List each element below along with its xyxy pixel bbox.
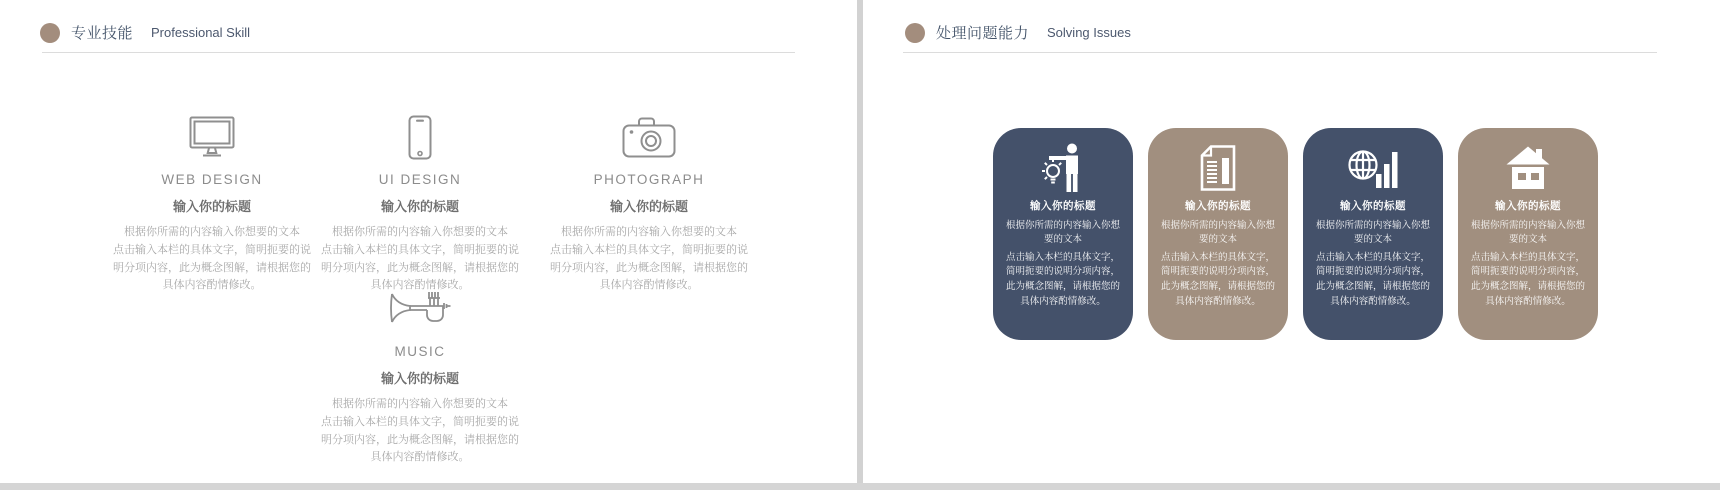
skill-label: WEB DESIGN [161,172,263,187]
placeholder-heading: 输入你的标题 [1030,200,1096,212]
placeholder-body: 点击输入本栏的具体文字，简明扼要的说明分项内容，此为概念图解，请根据您的具体内容酌情修改。 [1005,251,1120,307]
house-icon [1503,142,1553,194]
slide-solving-issues[interactable] [863,0,1720,483]
slide-professional-skill[interactable] [0,0,857,483]
skill-label: MUSIC [394,344,446,359]
placeholder-body: 点击输入本栏的具体文字，简明扼要的说明分项内容，此为概念图解，请根据您的具体内容酌情修改。 [321,244,519,292]
placeholder-body: 点击输入本栏的具体文字，简明扼要的说明分项内容，此为概念图解，请根据您的具体内容酌情修改。 [113,244,311,292]
issue-card-1 [993,128,1133,340]
slide-title-zh: 处理问题能力 [936,25,1030,42]
skill-column-ui-design [300,112,540,295]
header-divider-line [903,52,1657,53]
skill-column-photograph [529,112,769,295]
placeholder-intro: 根据你所需的内容输入你想要的文本 [124,226,300,238]
slide-title-en: Professional Skill [151,25,251,40]
placeholder-body: 点击输入本栏的具体文字，简明扼要的说明分项内容，此为概念图解，请根据您的具体内容酌情修改。 [321,416,519,464]
placeholder-body: 点击输入本栏的具体文字，简明扼要的说明分项内容，此为概念图解，请根据您的具体内容酌情修改。 [1315,251,1430,307]
monitor-icon [189,112,235,162]
placeholder-body: 点击输入本栏的具体文字，简明扼要的说明分项内容，此为概念图解，请根据您的具体内容酌情修改。 [1470,251,1585,307]
placeholder-heading: 输入你的标题 [172,199,251,214]
globe-chart-icon [1346,142,1400,194]
placeholder-body: 点击输入本栏的具体文字，简明扼要的说明分项内容，此为概念图解，请根据您的具体内容酌情修改。 [1160,251,1275,307]
skill-column-web-design [92,112,332,295]
placeholder-intro: 根据你所需的内容输入你想要的文本 [561,226,737,238]
issue-card-2 [1148,128,1288,340]
slide-header [905,22,1131,43]
skill-column-music [300,284,540,467]
bottom-gray-bar [0,483,1720,490]
placeholder-heading: 输入你的标题 [1340,200,1406,212]
slide-title-zh: 专业技能 [71,25,134,42]
placeholder-body: 点击输入本栏的具体文字，简明扼要的说明分项内容，此为概念图解，请根据您的具体内容酌情修改。 [550,244,748,292]
smartphone-icon [408,112,432,162]
idea-person-icon [1039,142,1087,194]
placeholder-heading: 输入你的标题 [380,199,459,214]
placeholder-heading: 输入你的标题 [1185,200,1251,212]
issue-card-4 [1458,128,1598,340]
placeholder-intro: 根据你所需的内容输入你想要的文本 [1315,220,1430,246]
skill-label: PHOTOGRAPH [593,172,705,187]
placeholder-heading: 输入你的标题 [380,371,459,386]
placeholder-intro: 根据你所需的内容输入你想要的文本 [1160,220,1275,246]
bullet-dot [905,23,925,43]
slide-header [40,22,250,43]
trumpet-icon [387,284,453,334]
camera-icon [622,112,676,162]
placeholder-intro: 根据你所需的内容输入你想要的文本 [332,226,508,238]
placeholder-intro: 根据你所需的内容输入你想要的文本 [1005,220,1120,246]
document-report-icon [1199,142,1237,194]
header-divider-line [42,52,795,53]
placeholder-heading: 输入你的标题 [1495,200,1561,212]
placeholder-intro: 根据你所需的内容输入你想要的文本 [332,398,508,410]
skill-label: UI DESIGN [378,172,462,187]
issue-card-3 [1303,128,1443,340]
placeholder-heading: 输入你的标题 [609,199,688,214]
slide-title-en: Solving Issues [1047,25,1131,40]
bullet-dot [40,23,60,43]
placeholder-intro: 根据你所需的内容输入你想要的文本 [1470,220,1585,246]
